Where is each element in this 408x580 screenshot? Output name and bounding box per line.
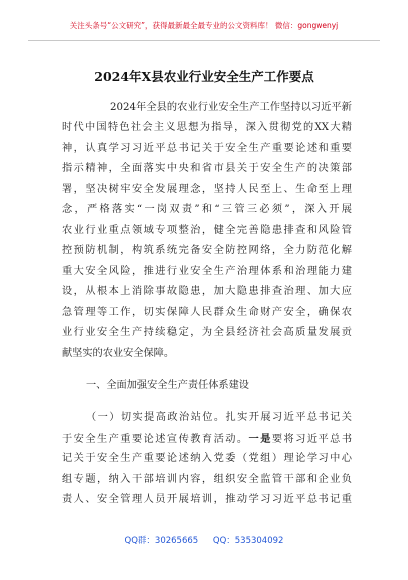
paragraph-line: 指示精神，全面落实中央和省市县关于安全生产的决策部	[62, 163, 352, 174]
paragraph-line: 重大安全风险，推进行业安全生产治理体系和治理能力建	[62, 266, 352, 277]
paragraph-line	[62, 490, 352, 511]
paragraph-line: 献坚实的农业安全保障。	[62, 348, 175, 359]
paragraph-line: 署，坚决树牢安全发展理念，坚持人民至上、生命至上理	[62, 184, 352, 195]
header-divider	[28, 40, 380, 41]
paragraph-line: 2024年全县的农业行业安全生产工作坚持以习近平新	[110, 102, 352, 113]
paragraph-line: 念，严格落实“一岗双责”和“三管三必须”，深入开展	[62, 204, 352, 215]
paragraph-line: 神，认真学习习近平总书记关于安全生产重要论述和重要	[62, 143, 352, 154]
paragraph-line: 时代中国特色社会主义思想为指导，深入贯彻党的XX大精	[62, 122, 352, 133]
contact-footer	[0, 534, 408, 546]
qq-group-text: QQ群：30265665	[124, 536, 199, 546]
document-title: 2024年X县农业行业安全生产工作要点	[94, 69, 314, 84]
line-text: 记关于安全生产重要论述纳入党委（党组）理论学习中心	[62, 453, 352, 464]
paragraph-line: 控预防机制，构筑系统完备安全防控网络，全力防范化解	[62, 245, 352, 256]
paragraph-line: 业行业安全生产持续稳定，为全县经济社会高质量发展贡	[62, 327, 352, 338]
line-text: 组专题，纳入干部培训内容，组织安全监管干部和企业负	[62, 474, 352, 485]
line-text: 责人、安全管理人员开展培训，推动学习习近平总书记重	[62, 494, 352, 505]
line-text: 要将习近平总书	[271, 434, 353, 445]
paragraph-line	[62, 470, 352, 491]
promo-banner: 关注头条号“公文研究”，获得最新最全最专业的公文资料库！ 微信：gongwenyj	[69, 21, 339, 30]
section-heading: 一、全面加强安全生产责任体系建设	[86, 380, 249, 391]
paragraph-line	[86, 408, 352, 429]
emphasis-text: 一是	[248, 433, 272, 445]
line-text: 于安全生产重要论述宣传教育活动。	[62, 434, 249, 445]
paragraph-line: 设，从根本上消除事故隐患，加大隐患排查治理、加大应	[62, 286, 352, 297]
paragraph-line	[62, 449, 352, 470]
paragraph-line	[62, 429, 352, 451]
line-text: （一）切实提高政治站位。扎实开展习近平总书记关	[86, 412, 352, 423]
paragraph-line: 农业行业重点领域专项整治，健全完善隐患排查和风险管	[62, 225, 352, 236]
qq-text: QQ：535304092	[212, 536, 284, 546]
paragraph-line: 急管理等工作，切实保障人民群众生命财产安全，确保农	[62, 307, 352, 318]
